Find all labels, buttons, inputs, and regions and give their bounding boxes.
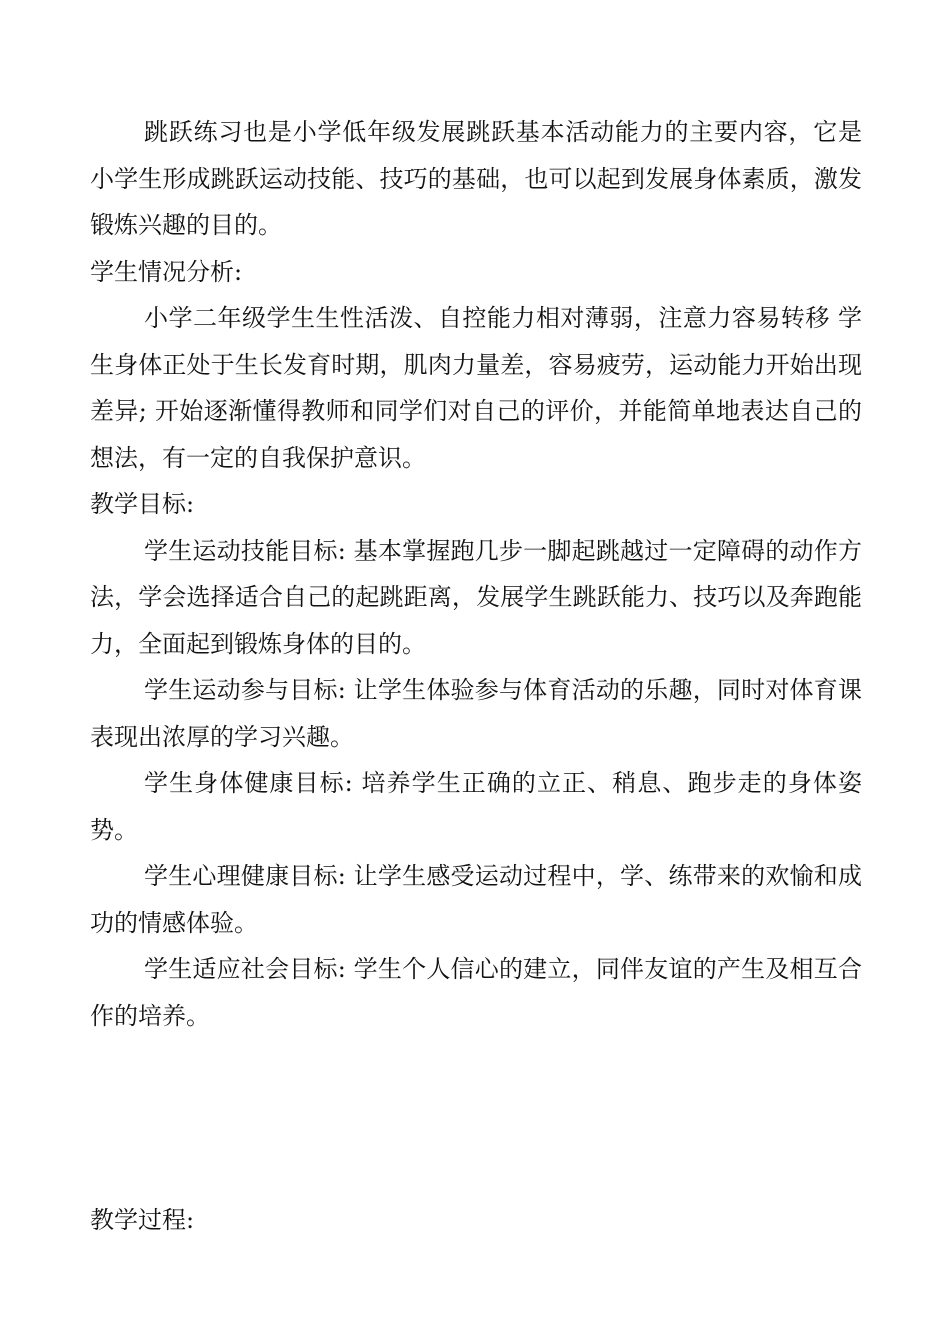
teaching-process-heading: 教学过程: xyxy=(90,1206,195,1234)
objective-mental-health-paragraph: 学生心理健康目标: 让学生感受运动过程中，学、练带来的欢愉和成功的情感体验。 xyxy=(90,862,862,937)
document-body xyxy=(90,109,862,1039)
objective-social-adaptation-paragraph: 学生适应社会目标: 学生个人信心的建立，同伴友谊的产生及相互合作的培养。 xyxy=(90,955,862,1030)
objective-physical-health-paragraph: 学生身体健康目标: 培养学生正确的立正、稍息、跑步走的身体姿势。 xyxy=(90,769,862,844)
objective-skill-paragraph: 学生运动技能目标: 基本掌握跑几步一脚起跳越过一定障碍的动作方法，学会选择适合自己的起跳距离，发展学生跳跃能力、技巧以及奔跑能力，全面起到锻炼身体的目的。 xyxy=(90,536,862,658)
student-analysis-heading: 学生情况分析: xyxy=(90,257,243,286)
objective-participation-paragraph: 学生运动参与目标: 让学生体验参与体育活动的乐趣，同时对体育课表现出浓厚的学习兴趣。 xyxy=(90,676,862,751)
objectives-heading: 教学目标: xyxy=(90,490,195,518)
intro-paragraph: 跳跃练习也是小学低年级发展跳跃基本活动能力的主要内容，它是小学生形成跳跃运动技能、技巧的基础，也可以起到发展身体素质，激发锻炼兴趣的目的。 xyxy=(90,118,862,239)
student-analysis-paragraph: 小学二年级学生生性活泼、自控能力相对薄弱，注意力容易转移 学生身体正处于生长发育时期，肌肉力量差，容易疲劳，运动能力开始出现差异; 开始逐渐懂得教师和同学们对自己的评价，并能简单地表达自己的想法，有一定的自我保护意识。 xyxy=(90,304,862,472)
